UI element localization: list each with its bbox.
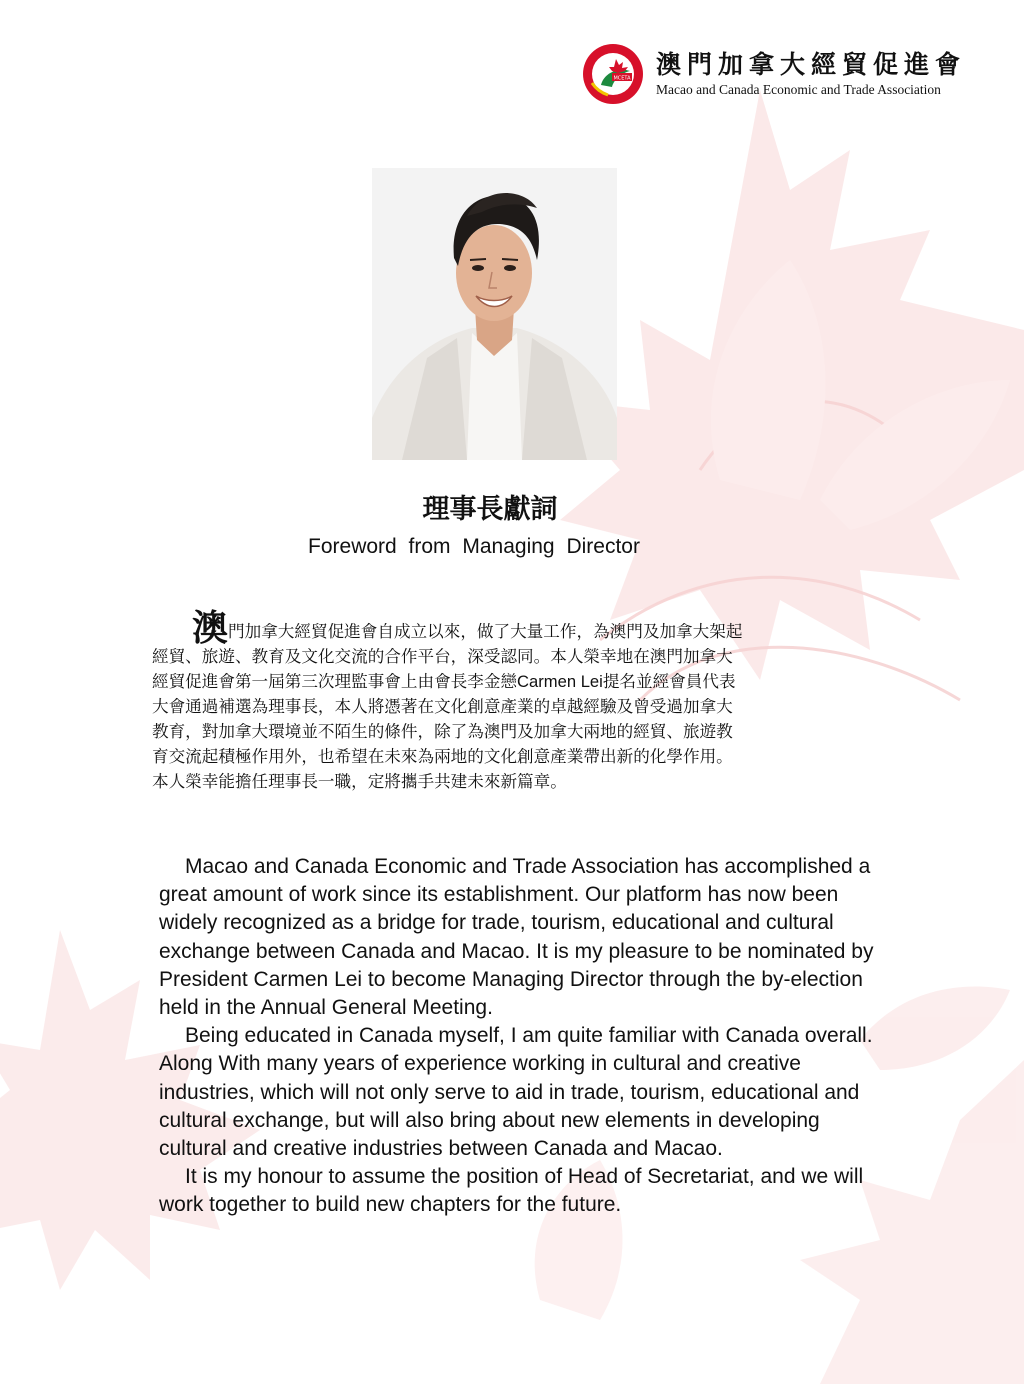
foreword-cn-line: 本人榮幸能擔任理事長一職，定將攜手共建未來新篇章。 [152, 772, 567, 791]
portrait-photo-icon [372, 168, 617, 460]
foreword-cn-line: 經貿促進會第一屆第三次理監事會上由會長李金戀Carmen Lei提名並經會員代表 [152, 672, 736, 691]
foreword-en-paragraph: Being educated in Canada myself, I am quite familiar with Canada overall. Along With many years of experience working in cultural and creative industries, which will not only serve to aid in trade, tourism, educational and cultural exchange, but will also bring about new elements in developing cultural and creative industries between Canada and Macao. [159, 1024, 873, 1161]
managing-director-portrait [372, 168, 617, 460]
logo-wordmark [656, 49, 967, 97]
foreword-cn-line: 經貿、旅遊、教育及文化交流的合作平台，深受認同。本人榮幸地在澳門加拿大 [152, 647, 733, 666]
page-title-cn: 理事長獻詞 [422, 494, 558, 524]
foreword-cn-line: 大會通過補選為理事長，本人將憑著在文化創意產業的卓越經驗及曾受過加拿大 [152, 697, 733, 716]
org-name-en: Macao and Canada Economic and Trade Association [656, 81, 941, 97]
foreword-en-paragraph: Macao and Canada Economic and Trade Association has accomplished a great amount of work since its establishment. Our platform has now been widely recognized as a bridge for trade, tourism, educational and cultural exchange between Canada and Macao. It is my pleasure to be nominated by President Carmen Lei to become Managing Director through the by-election held in the Annual General Meeting. [159, 855, 874, 1020]
association-logo [582, 44, 982, 104]
foreword-cn-dropcap: 澳 [192, 607, 229, 648]
foreword-cn [152, 607, 864, 794]
org-name-cn: 澳門加拿大經貿促進會 [656, 49, 967, 79]
foreword-cn-line: 育交流起積極作用外，也希望在未來為兩地的文化創意產業帶出新的化學作用。 [152, 747, 733, 766]
foreword-cn-line: 澳門加拿大經貿促進會自成立以來，做了大量工作，為澳門及加拿大架起 [192, 607, 743, 648]
foreword-en [159, 853, 879, 1220]
foreword-cn-line: 教育，對加拿大環境並不陌生的條件，除了為澳門及加拿大兩地的經貿、旅遊教 [152, 722, 733, 741]
logo-badge-text: MCETA [613, 75, 631, 82]
page-title-en: Foreword from Managing Director [308, 535, 640, 558]
association-emblem-icon [582, 43, 644, 105]
foreword-en-paragraph: It is my honour to assume the position of Head of Secretariat, and we will work together to build new chapters for the future. [159, 1165, 864, 1217]
